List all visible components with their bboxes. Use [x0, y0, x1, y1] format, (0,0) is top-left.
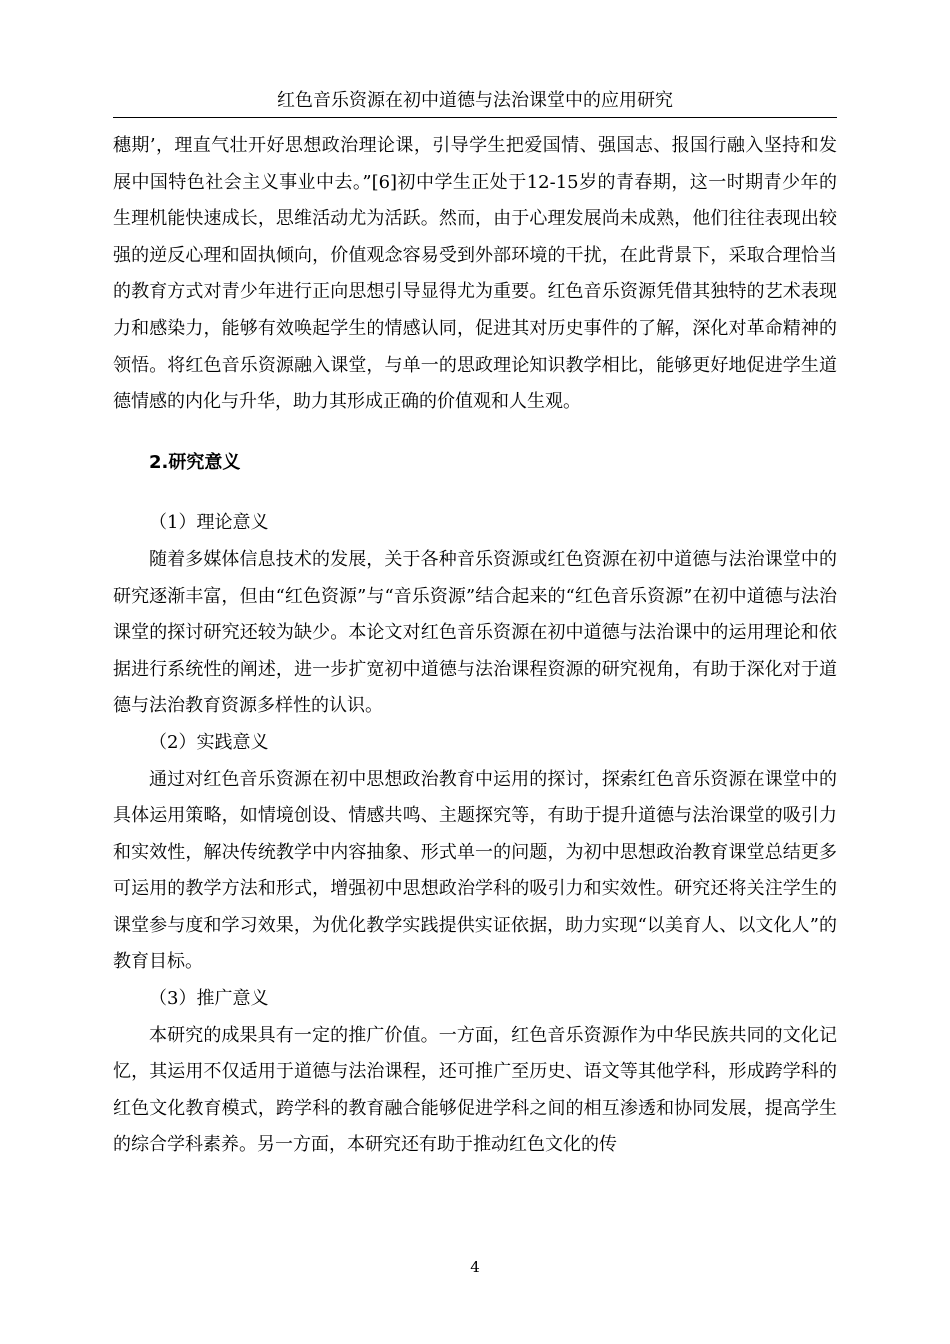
- subheading-promotion: （3）推广意义: [149, 988, 269, 1010]
- subheading-practice: （2）实践意义: [149, 731, 269, 753]
- body-paragraph: 穗期’，理直气壮开好思想政治理论课，引导学生把爱国情、强国志、报国行融入坚持和发展中国特色社会主义事业中去。”[6]初中学生正处于12-15岁的青春期，这一时期青少年的生理机能快速成长，思维活动尤为活跃。然而，由于心理发展尚未成熟，他们往往表现出较强的逆反心理和固执倾向，价值观念容易受到外部环境的干扰，在此背景下，采取合理恰当的教育方式对青少年进行正向思想引导显得尤为重要。红色音乐资源凭借其独特的艺术表现力和感染力，能够有效唤起学生的情感认同，促进其对历史事件的了解，深化对革命精神的领悟。将红色音乐资源融入课堂，与单一的思政理论知识教学相比，能够更好地促进学生道德情感的内化与升华，助力其形成正确的价值观和人生观。: [113, 135, 837, 413]
- header-divider: [113, 117, 837, 118]
- paragraph-promotion: 本研究的成果具有一定的推广价值。一方面，红色音乐资源作为中华民族共同的文化记忆，其运用不仅适用于道德与法治课程，还可推广至历史、语文等其他学科，形成跨学科的红色文化教育模式，跨学科的教育融合能够促进学科之间的相互渗透和协同发展，提高学生的综合学科素养。另一方面，本研究还有助于推动红色文化的传: [113, 1024, 837, 1156]
- subheading-theory: （1）理论意义: [149, 512, 269, 534]
- running-header: 红色音乐资源在初中道德与法治课堂中的应用研究: [277, 90, 673, 111]
- paragraph-theory: 随着多媒体信息技术的发展，关于各种音乐资源或红色资源在初中道德与法治课堂中的研究逐渐丰富，但由“红色资源”与“音乐资源”结合起来的“红色音乐资源”在初中道德与法治课堂的探讨研究还较为缺少。本论文对红色音乐资源在初中道德与法治课中的运用理论和依据进行系统性的阐述，进一步扩宽初中道德与法治课程资源的研究视角，有助于深化对于道德与法治教育资源多样性的认识。: [113, 548, 837, 717]
- page-number: 4: [470, 1258, 480, 1276]
- paragraph-practice: 通过对红色音乐资源在初中思想政治教育中运用的探讨，探索红色音乐资源在课堂中的具体运用策略，如情境创设、情感共鸣、主题探究等，有助于提升道德与法治课堂的吸引力和实效性，解决传统教学中内容抽象、形式单一的问题，为初中思想政治教育课堂总结更多可运用的教学方法和形式，增强初中思想政治学科的吸引力和实效性。研究还将关注学生的课堂参与度和学习效果，为优化教学实践提供实证依据，助力实现“以美育人、以文化人”的教育目标。: [113, 768, 837, 973]
- section-heading: 2.研究意义: [149, 451, 241, 473]
- page-body: [113, 128, 837, 1164]
